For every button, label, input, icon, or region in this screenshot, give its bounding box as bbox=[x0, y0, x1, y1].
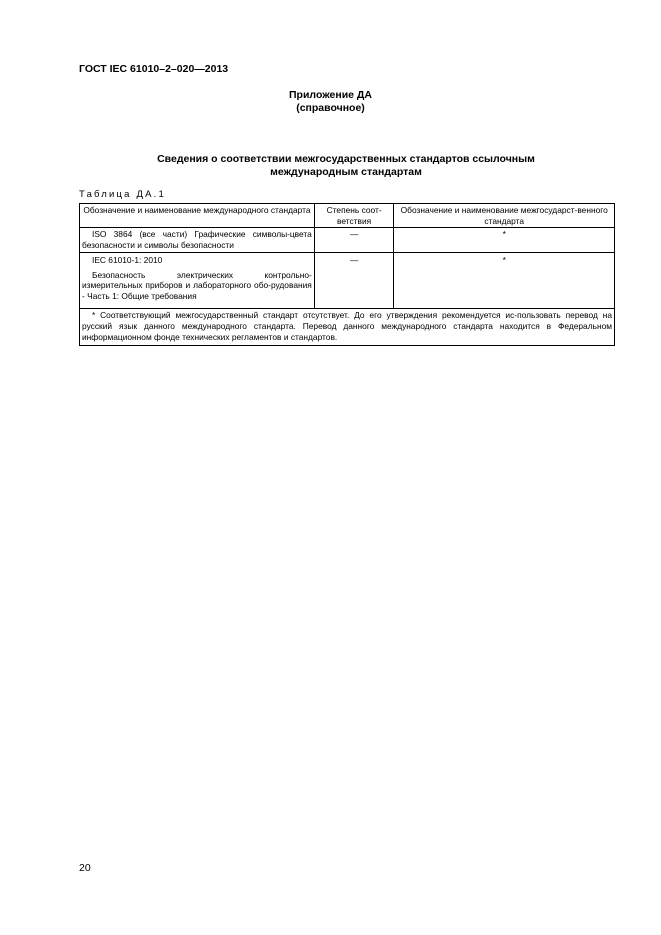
table-footnote: * Соответствующий межгосударственный стандарт отсутствует. До его утверждения рекомендуется ис-пользовать перевод на русский язык данного международного стандарта. Перевод данного международного стандарта находится в Федеральном информационном фонде технических регламентов и стандартов. bbox=[80, 309, 615, 346]
international-standard-name: Безопасность электрических контрольно-измерительных приборов и лабораторного обо-рудования - Часть 1: Общие требования bbox=[82, 269, 312, 301]
cell-interstate-standard: * bbox=[394, 228, 615, 253]
cell-international-standard bbox=[80, 253, 315, 309]
international-standard-text: ISO 3864 (все части) Графические символы-цвета безопасности и символы безопасности bbox=[82, 229, 312, 250]
table-header-row bbox=[80, 204, 615, 228]
cell-degree: — bbox=[314, 253, 394, 309]
header-degree-of-conformity: Степень соот-ветствия bbox=[314, 204, 394, 228]
table-label: Таблица ДА.1 bbox=[79, 189, 166, 200]
cell-degree: — bbox=[314, 228, 394, 253]
page-number: 20 bbox=[79, 862, 91, 874]
annex-title: Приложение ДА bbox=[289, 89, 372, 101]
header-international-standard: Обозначение и наименование международного стандарта bbox=[80, 204, 315, 228]
annex-subtitle: (справочное) bbox=[296, 102, 365, 114]
cell-interstate-standard: * bbox=[394, 253, 615, 309]
international-standard-code: IEC 61010-1: 2010 bbox=[92, 255, 163, 265]
cell-international-standard bbox=[80, 228, 315, 253]
document-header: ГОСТ IEC 61010–2–020—2013 bbox=[79, 63, 229, 75]
section-title: Сведения о соответствии межгосударственных стандартов ссылочным международным стандартам bbox=[157, 153, 535, 178]
table-footnote-row bbox=[80, 309, 615, 346]
header-interstate-standard: Обозначение и наименование межгосударст-венного стандарта bbox=[394, 204, 615, 228]
table-row bbox=[80, 228, 615, 253]
correspondence-table bbox=[79, 203, 615, 346]
table-row bbox=[80, 253, 615, 309]
